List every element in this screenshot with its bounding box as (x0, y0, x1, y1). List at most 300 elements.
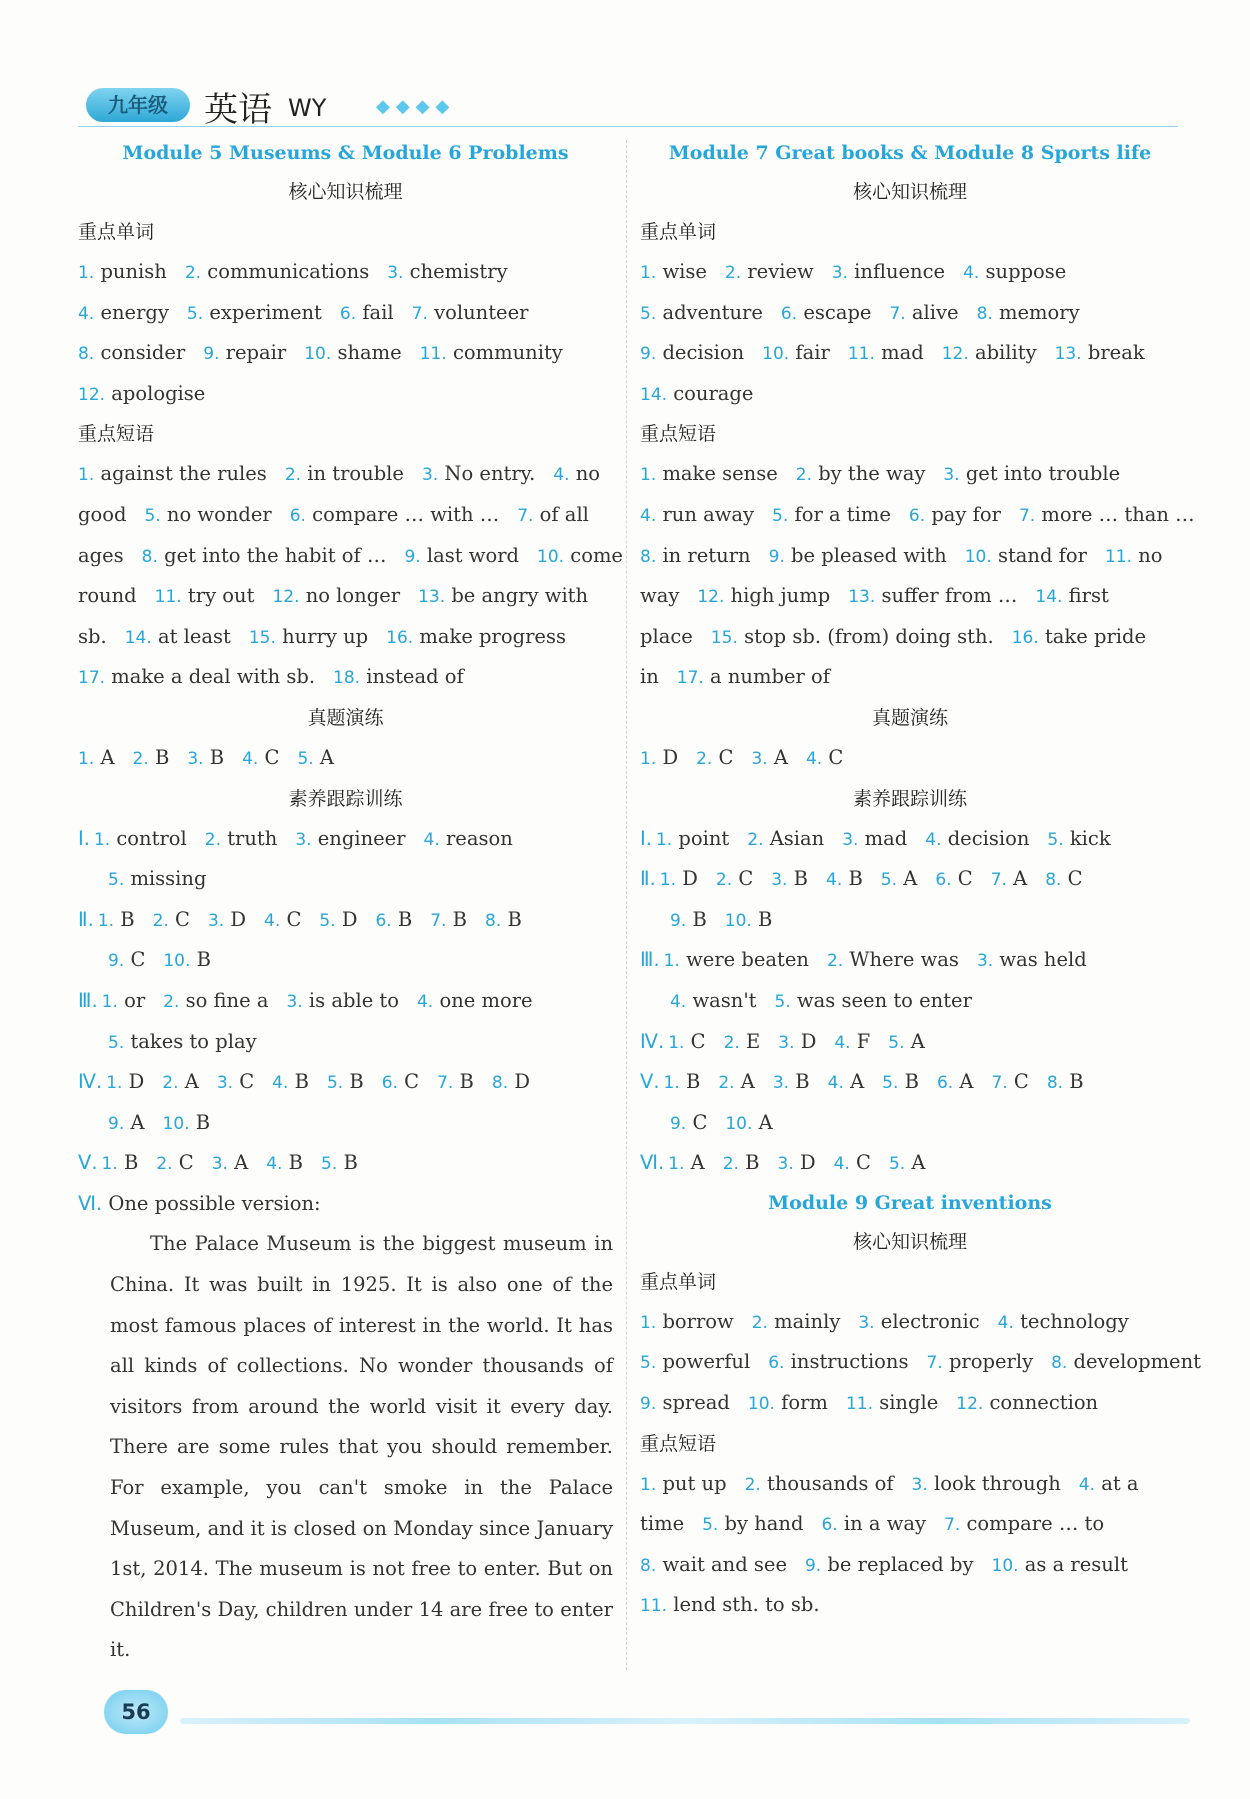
item-text: D (682, 867, 698, 891)
item-number: 6. (375, 910, 392, 931)
item-number: 5. (144, 505, 161, 526)
answer-item (290, 503, 499, 526)
answer-row (640, 1383, 1180, 1424)
subsection-heading: 重点单词 (78, 221, 155, 243)
answer-item (386, 625, 566, 648)
answer-item (333, 665, 464, 688)
answer-item (1035, 584, 1108, 607)
answer-item (640, 665, 659, 688)
item-number: 1. (663, 951, 680, 972)
answer-item (956, 1391, 1098, 1414)
item-number: 16. (386, 627, 414, 648)
item-number: 3. (421, 465, 439, 486)
item-text: no (1138, 543, 1163, 567)
item-text: D (230, 907, 247, 931)
item-number: 2. (722, 1154, 739, 1175)
item-text: No entry. (444, 462, 536, 486)
module-title: Module 5 Museums & Module 6 Problems (122, 142, 569, 164)
item-text: C (239, 1070, 255, 1094)
answer-item (762, 341, 830, 364)
item-number: 5. (640, 1353, 657, 1374)
roman-numeral: Ⅰ. (78, 826, 90, 850)
answer-row (78, 536, 623, 577)
answer-item (773, 1070, 810, 1093)
item-text: time (640, 1512, 685, 1536)
answer-item (340, 301, 394, 324)
item-text: powerful (662, 1350, 751, 1374)
answer-row (640, 819, 1180, 860)
answer-item (769, 544, 947, 567)
item-text: B (745, 1151, 760, 1175)
item-number: 3. (842, 829, 859, 850)
item-number: 2. (723, 1032, 740, 1053)
item-text: single (879, 1391, 939, 1415)
answer-item (1047, 1070, 1084, 1093)
answer-item (664, 948, 809, 971)
item-text: punish (100, 260, 167, 283)
item-text: place (640, 624, 693, 648)
item-text: C (264, 745, 280, 769)
answer-item (212, 1151, 249, 1174)
item-number: 10. (747, 1394, 775, 1415)
item-number: 17. (78, 668, 106, 689)
page-header (78, 80, 1178, 132)
item-number: 3. (207, 910, 225, 931)
item-number: 18. (333, 668, 361, 689)
item-text: C (957, 867, 973, 891)
answer-item (748, 1391, 828, 1414)
item-text: engineer (317, 826, 406, 850)
phrase-list (640, 454, 1195, 698)
item-text: A (690, 1151, 705, 1175)
item-number: 5. (297, 748, 314, 769)
answer-row (640, 1143, 1180, 1184)
item-text: against the rules (100, 462, 267, 486)
item-text: in return (662, 543, 751, 567)
section-heading: 素养跟踪训练 (288, 787, 403, 810)
item-number: 9. (804, 1555, 822, 1576)
item-number: 5. (108, 1032, 125, 1053)
answer-item (485, 908, 522, 931)
roman-numeral: Ⅰ. (640, 826, 652, 850)
item-number: 7. (411, 303, 428, 324)
training-answers (78, 819, 613, 1184)
item-number: 2. (163, 991, 180, 1012)
item-number: 4. (963, 263, 980, 283)
answer-row (640, 333, 1180, 374)
answer-item (187, 301, 322, 324)
module-title: Module 9 Great inventions (768, 1191, 1052, 1214)
item-text: D (128, 1070, 145, 1094)
exam-answers (78, 738, 613, 779)
answer-item (1047, 827, 1110, 850)
item-text: spread (662, 1391, 730, 1415)
answer-item (828, 1070, 865, 1093)
word-list (78, 252, 613, 414)
answer-item (144, 503, 271, 526)
answer-item (796, 462, 926, 485)
answer-item (725, 908, 773, 931)
item-number: 10. (762, 344, 790, 365)
item-text: B (793, 867, 809, 891)
item-number: 4. (670, 991, 687, 1012)
answer-item (1105, 544, 1163, 567)
item-text: decision (947, 826, 1030, 850)
answer-item (640, 260, 707, 283)
answer-item (304, 341, 401, 364)
item-text: instructions (790, 1350, 909, 1374)
exam-answers (640, 738, 1180, 779)
item-text: or (124, 988, 146, 1012)
item-number: 3. (387, 263, 404, 283)
item-number: 14. (640, 384, 668, 405)
item-number: 14. (1035, 587, 1063, 608)
item-text: reason (445, 826, 513, 850)
item-number: 7. (437, 1073, 454, 1094)
answer-item (998, 1310, 1129, 1333)
answer-row (640, 536, 1180, 577)
item-number: 8. (640, 546, 657, 567)
item-number: 4. (417, 991, 434, 1012)
item-text: sb. (78, 624, 107, 648)
training-answers (640, 819, 1180, 1184)
answer-item (108, 1111, 145, 1134)
item-text: C (404, 1070, 420, 1094)
right-column (640, 134, 1201, 1626)
answer-item (858, 1310, 979, 1333)
answer-item (834, 1151, 871, 1174)
item-text: put up (662, 1471, 727, 1495)
answer-item (937, 1070, 974, 1093)
answer-item (640, 746, 678, 769)
item-number: 9. (768, 546, 785, 567)
answer-row (640, 657, 1180, 698)
answer-row (78, 374, 613, 415)
answer-item (78, 746, 115, 769)
item-text: D (800, 1029, 817, 1053)
answer-item (382, 1070, 419, 1093)
item-number: 4. (805, 748, 823, 769)
answer-item (108, 948, 145, 971)
item-text: influence (854, 260, 946, 283)
item-number: 9. (670, 1113, 687, 1134)
section-heading: 核心知识梳理 (852, 181, 967, 203)
item-text: ability (974, 341, 1037, 365)
item-number: 2. (795, 465, 812, 486)
item-number: 2. (162, 1073, 179, 1094)
item-number: 1. (659, 870, 677, 891)
answer-row (78, 252, 613, 293)
item-number: 1. (655, 829, 673, 850)
item-number: 5. (321, 1154, 338, 1175)
item-text: volunteer (434, 300, 529, 324)
item-text: B (397, 907, 413, 931)
answer-item (640, 1310, 734, 1333)
item-text: high jump (730, 584, 831, 608)
roman-numeral: Ⅵ. (78, 1191, 103, 1215)
answer-item (846, 1391, 938, 1414)
answer-item (319, 908, 357, 931)
item-number: 1. (78, 748, 95, 769)
item-text: make a deal with sb. (111, 665, 316, 689)
answer-item (537, 544, 623, 567)
header-rule (78, 126, 1178, 127)
answer-item (778, 1030, 816, 1053)
item-number: 12. (941, 344, 969, 365)
writing-intro (78, 1184, 613, 1225)
answer-item (909, 503, 1001, 526)
item-text: by hand (724, 1512, 804, 1536)
item-text: shame (337, 341, 402, 365)
item-text: Asian (769, 826, 825, 850)
item-text: A (184, 1070, 199, 1094)
item-text: be pleased with (791, 543, 947, 567)
item-text: takes to play (130, 1029, 257, 1053)
answer-item (912, 1472, 1061, 1495)
item-number: 4. (266, 1154, 283, 1175)
item-text: F (856, 1029, 871, 1053)
item-text: A (903, 867, 918, 891)
item-text: is able to (308, 988, 400, 1012)
answer-item (78, 382, 205, 405)
answer-item (163, 1111, 211, 1134)
answer-item (285, 462, 404, 485)
answer-item (842, 827, 907, 850)
item-number: 3. (943, 465, 960, 486)
answer-row (78, 333, 613, 374)
page-number: 56 (104, 1690, 168, 1734)
answer-item (437, 1070, 474, 1093)
diamond-decoration-icon: ◆◆◆◆ (376, 96, 456, 117)
answer-item (108, 1030, 257, 1053)
item-text: a number of (710, 665, 830, 689)
item-number: 6. (381, 1073, 398, 1094)
item-text: as a result (1024, 1552, 1128, 1576)
item-number: 4. (242, 748, 259, 769)
answer-item (78, 625, 107, 648)
answer-row (78, 1062, 613, 1103)
item-number: 6. (339, 303, 357, 324)
answer-row (640, 1022, 1180, 1063)
item-text: of all (539, 502, 589, 526)
item-number: 13. (848, 587, 876, 608)
answer-item (1045, 867, 1082, 890)
answer-row (640, 900, 1180, 941)
left-column (78, 134, 623, 1671)
item-number: 1. (663, 1073, 680, 1094)
item-text: B (795, 1070, 810, 1094)
item-number: 6. (768, 1353, 785, 1374)
item-text: suppose (985, 260, 1067, 283)
item-number: 4. (834, 1032, 851, 1053)
item-number: 1. (668, 1032, 685, 1053)
answer-item (668, 1151, 705, 1174)
item-number: 3. (778, 1032, 795, 1053)
roman-numeral: Ⅴ. (78, 1151, 98, 1175)
item-text: B (120, 907, 135, 931)
item-number: 5. (774, 991, 791, 1012)
item-text: point (678, 826, 730, 850)
item-number: 2. (132, 748, 149, 769)
item-text: stand for (997, 543, 1087, 567)
answer-item (832, 260, 945, 283)
item-number: 4. (826, 870, 843, 891)
item-number: 4. (925, 829, 942, 850)
item-number: 15. (248, 627, 276, 648)
answer-item (725, 260, 814, 283)
item-text: electronic (880, 1309, 980, 1333)
answer-row (78, 940, 613, 981)
item-number: 10. (537, 546, 565, 567)
item-text: borrow (662, 1309, 734, 1333)
item-number: 4. (264, 910, 281, 931)
item-text: C (1013, 1070, 1029, 1094)
item-text: B (349, 1070, 364, 1094)
answer-row (640, 374, 1180, 415)
answer-item (94, 827, 187, 850)
writing-body: The Palace Museum is the biggest museum in China. It was built in 1925. It is also one of the most famous places of interest in the world. It has all kinds of collections. No wonder thousands of visitors from around the world visit it every day. There are some rules that you should remember. For example, you can't smoke in the Palace Museum, and it is closed on Monday since January 1st, 2014. The museum is not free to enter. But on Children's Day, children under 14 are free to enter it. (110, 1232, 613, 1662)
item-text: mad (881, 341, 924, 365)
roman-numeral: Ⅳ. (78, 1070, 103, 1094)
answer-item (826, 867, 863, 890)
item-number: 2. (826, 951, 844, 972)
item-text: try out (187, 584, 255, 608)
answer-item (78, 665, 315, 688)
item-number: 8. (976, 303, 993, 324)
item-text: B (758, 907, 773, 931)
answer-item (827, 948, 959, 971)
item-text: good (78, 502, 127, 526)
item-text: D (662, 745, 679, 769)
answer-item (205, 827, 278, 850)
item-number: 1. (78, 263, 95, 283)
roman-numeral: Ⅲ. (78, 988, 98, 1012)
answer-item (430, 908, 467, 931)
answer-item (203, 341, 286, 364)
answer-item (422, 462, 535, 485)
item-number: 10. (991, 1555, 1019, 1576)
answer-item (387, 260, 507, 283)
answer-item (133, 746, 170, 769)
phrase-list (78, 454, 623, 698)
item-number: 4. (1078, 1474, 1095, 1495)
item-text: B (848, 867, 863, 891)
item-number: 1. (101, 1154, 118, 1175)
subject-title: 英语 (204, 90, 272, 130)
item-text: Where was (849, 948, 959, 972)
item-text: A (773, 745, 788, 769)
answer-item (724, 1030, 761, 1053)
answer-item (723, 1151, 760, 1174)
item-number: 16. (1011, 627, 1039, 648)
answer-item (889, 1151, 926, 1174)
answer-item (944, 1512, 1104, 1535)
answer-item (942, 341, 1037, 364)
answer-item (772, 503, 891, 526)
item-number: 10. (304, 344, 332, 365)
item-number: 11. (154, 587, 182, 608)
item-number: 10. (162, 1113, 190, 1134)
item-number: 8. (1051, 1353, 1068, 1374)
item-number: 6. (936, 1073, 954, 1094)
item-text: courage (673, 381, 754, 405)
footer-decoration (180, 1718, 1190, 1724)
item-number: 6. (821, 1515, 838, 1536)
item-text: missing (130, 867, 207, 891)
answer-item (266, 1151, 303, 1174)
answer-item (640, 1593, 820, 1616)
item-text: last word (426, 543, 520, 567)
item-text: hurry up (282, 624, 369, 648)
answer-row (640, 576, 1180, 617)
item-number: 10. (725, 1113, 753, 1134)
item-number: 5. (880, 870, 898, 891)
item-text: B (685, 1070, 701, 1094)
answer-row (640, 252, 1180, 293)
answer-item (640, 301, 763, 324)
item-number: 3. (976, 951, 994, 972)
item-number: 17. (676, 668, 704, 689)
item-text: D (799, 1151, 816, 1175)
answer-item (670, 908, 707, 931)
answer-item (424, 827, 513, 850)
item-number: 1. (640, 1312, 657, 1333)
answer-item (848, 584, 1017, 607)
answer-item (163, 989, 268, 1012)
item-text: be angry with (451, 584, 589, 608)
item-text: compare … with … (312, 502, 500, 526)
item-text: wise (662, 260, 707, 283)
item-number: 1. (97, 910, 115, 931)
answer-row (78, 738, 613, 779)
item-text: A (100, 745, 115, 769)
answer-item (108, 867, 206, 890)
item-text: get into trouble (965, 462, 1121, 486)
item-text: E (746, 1029, 761, 1053)
answer-row (640, 1103, 1180, 1144)
item-text: A (910, 1029, 925, 1053)
answer-item (98, 908, 135, 931)
item-text: were beaten (686, 948, 809, 972)
answer-item (640, 1391, 730, 1414)
answer-item (412, 301, 529, 324)
answer-item (992, 1553, 1128, 1576)
item-number: 10. (724, 910, 752, 931)
answer-row (640, 940, 1180, 981)
answer-item (78, 544, 124, 567)
answer-item (640, 1553, 787, 1576)
item-number: 13. (418, 587, 446, 608)
answer-item (102, 1151, 139, 1174)
item-text: make progress (419, 624, 566, 648)
item-number: 4. (272, 1073, 289, 1094)
section-heading: 核心知识梳理 (852, 1230, 967, 1253)
item-text: C (690, 1029, 706, 1053)
answer-item (242, 746, 279, 769)
item-text: C (738, 867, 754, 891)
item-text: A (959, 1070, 974, 1094)
item-number: 5. (882, 1073, 899, 1094)
item-text: come (570, 543, 623, 567)
item-number: 1. (640, 748, 657, 769)
item-text: properly (948, 1350, 1034, 1374)
item-number: 8. (141, 546, 158, 567)
item-number: 6. (935, 870, 952, 891)
answer-item (1055, 341, 1145, 364)
item-text: D (341, 907, 358, 931)
answer-item (106, 1070, 144, 1093)
item-number: 2. (284, 465, 302, 486)
